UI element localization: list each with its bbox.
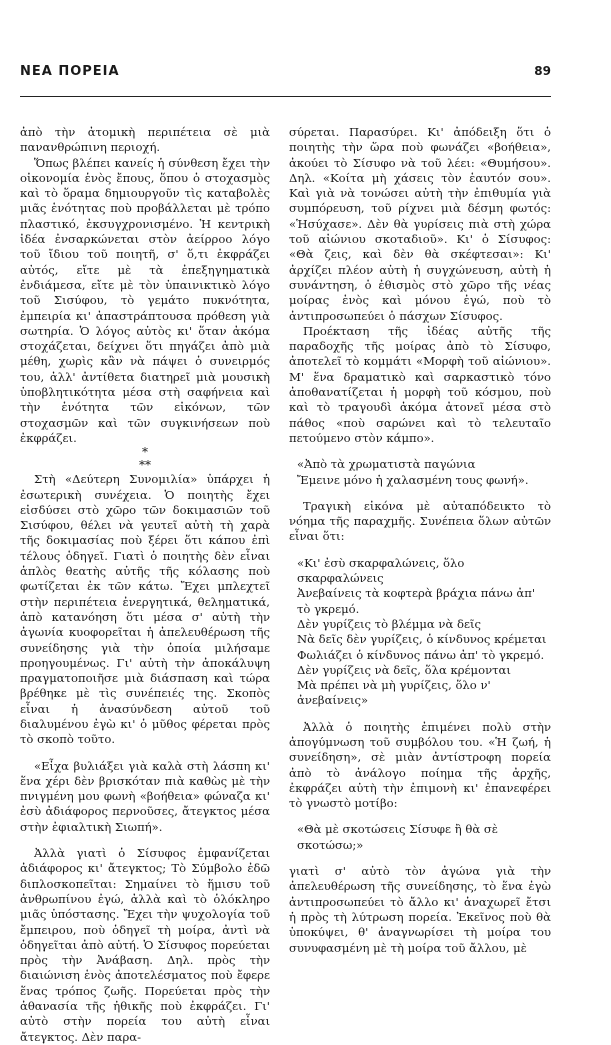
paragraph-gap xyxy=(289,488,551,499)
paragraph: Ὅπως βλέπει κανείς ἡ σύνθεση ἔχει τὴν οἰκονομία ἑνὸς ἔπους, ὅπου ὁ στοχασμὸς καὶ τὸ ὅραμα δημιουργοῦν τὶς καταβολὲς μιᾶς ἑνότητας ποὺ προβάλλεται μὲ τρόπο πλαστικό, ἐκσυγχρονισμένο. Ἡ κεντρικὴ ἰδέα ἐνσαρκώνεται στὸν ἀείρροο λόγο τοῦ ἴδιου τοῦ ποιητῆ, σ' ὅ,τι ἐκφράζει αὐτός, εἴτε μὲ τὰ ἐπεξηγηματικὰ ἐνδιάμεσα, εἴτε μὲ τὸν ὑπαινικτικὸ λόγο τοῦ Σισύφου, τὸ γεμάτο πυκνότητα, ἐμπειρία κι' ἀπαστράπτουσα πρόθεση γιὰ σωτηρία. Ὁ λόγος αὐτὸς κι' ὅταν ἀκόμα στοχάζεται, δείχνει ὅτι πηγάζει ἀπὸ μιὰ μέθη, χωρὶς κἂν νὰ πάψει ὁ συνειρμός του, ἀλλ' ἀντίθετα διατηρεῖ μιὰ μουσικὴ ὑποβλητικότητα μέσα στὴ σαφήνεια καὶ τὴν ἑνότητα τῶν εἰκόνων, τῶν στοχασμῶν καὶ τῶν συγκινήσεων ποὺ ἐκφράζει. xyxy=(20,155,270,445)
paragraph-gap xyxy=(289,446,551,457)
paragraph-gap xyxy=(20,748,270,759)
header-rule xyxy=(20,96,551,97)
left-column xyxy=(20,125,270,1045)
verse-quote xyxy=(289,556,551,709)
journal-title: ΝΕΑ ΠΟΡΕΙΑ xyxy=(20,64,120,79)
paragraph: Τραγικὴ εἰκόνα μὲ αὐταπόδεικτο τὸ νόημα τῆς παραχμῆς. Συνέπεια ὅλων αὐτῶν εἶναι ὅτι: xyxy=(289,498,551,544)
verse-line: «Κι' ἐσὺ σκαρφαλώνεις, ὅλο σκαρφαλώνεις xyxy=(297,555,465,586)
verse-line: «Ἀπὸ τὰ χρωματιστὰ παγώνια xyxy=(297,457,476,472)
verse-line: «Θὰ μὲ σκοτώσεις Σίσυφε ἢ θὰ σὲ σκοτώσω;» xyxy=(297,822,498,852)
paragraph: Στὴ «Δεύτερη Συνομιλία» ὑπάρχει ἡ ἐσωτερικὴ συνέχεια. Ὁ ποιητὴς ἔχει εἰσδύσει στὸ χῶρο τῶν δοκιμασιῶν τοῦ Σισύφου, θέλει νὰ γευτεῖ αὐτὴ τὴ χαρὰ τῆς δοκιμασίας ποὺ ξέρει ὅτι κάπου ἐπὶ τέλους ὁδηγεῖ. Γιατὶ ὁ ποιητὴς δὲν εἶναι ἁπλὸς θεατὴς αὐτῆς τῆς κόλασης ποὺ φωτίζεται ἐκ τῶν κάτω. Ἔχει μπλεχτεῖ στὴν περιπέτεια ἐνεργητικά, θεληματικά, ἀπὸ κατανόηση ὅτι μέσα σ' αὐτὴ τὴν ἀγωνία κυοφορεῖται ἡ ἀπελευθέρωση τῆς συνείδησης γιὰ τὴν ὁποία μιλήσαμε προηγουμένως. Γι' αὐτὴ τὴν ἀποκάλυψη πραγματοποιῆσε μιὰ διάσπαση καὶ τώρα βρέθηκε μὲ τὶς συνέπειές της. Σκοπὸς εἶναι ἡ ἀνασύνδεση αὐτοῦ τοῦ διαλυμένου ἐγὼ κι' ὁ μῦθος φέρεται πρὸς τὸ σκοπὸ τοῦτο. xyxy=(20,472,270,747)
verse-line: Ἀνεβαίνεις τὰ κοφτερὰ βράχια πάνω ἀπ' τὸ γκρεμό. xyxy=(297,586,536,616)
right-column xyxy=(289,125,551,956)
paragraph-gap xyxy=(289,811,551,822)
page-number: 89 xyxy=(534,64,551,78)
verse-line: Φωλιάζει ὁ κίνδυνος πάνω ἀπ' τὸ γκρεμό. xyxy=(297,647,545,662)
paragraph-gap xyxy=(289,709,551,720)
verse-line: Νὰ δεῖς δὲν γυρίζεις, ὁ κίνδυνος κρέμεται xyxy=(297,632,547,647)
verse-line: Ἔμεινε μόνο ἡ χαλασμένη τους φωνή». xyxy=(297,472,529,487)
section-asterism: * ** xyxy=(139,445,151,473)
paragraph: γιατὶ σ' αὐτὸ τὸν ἀγώνα γιὰ τὴν ἀπελευθέρωση τῆς συνείδησης, τὸ ἕνα ἐγὼ ἀντιπροσωπεύει τὸ ἄλλο κι' ἀναχωρεῖ ἔτσι ἡ πρὸς τὴ λύτρωση πορεία. Ἐκεῖνος ποὺ θὰ ὑποκύψει, θ' ἀναγνωρίσει τὴ μοίρα του συνυφασμένη μὲ τὴ μοίρα τοῦ ἄλλου, μὲ xyxy=(289,864,551,955)
paragraph-gap xyxy=(289,545,551,556)
paragraph: σύρεται. Παρασύρει. Κι' ἀπόδειξη ὅτι ὁ ποιητὴς τὴν ὥρα ποὺ φωνάζει «βοήθεια», ἀκούει τὸ Σίσυφο νὰ τοῦ λέει: «Θυμήσου». Δηλ. «Κοίτα μὴ χάσεις τὸν ἑαυτόν σου». Καὶ γιὰ νὰ τονώσει αὐτὴ τὴν ἐπιθυμία γιὰ συμπόρευση, τοῦ ρίχνει μιὰ δέσμη φωτός: «Ἡσύχασε». Δὲν θὰ γυρίσεις πιὰ στὴ χώρα τοῦ αἰώνιου σκοταδιοῦ». Κι' ὁ Σίσυφος: «Θὰ ζεις, καὶ δὲν θὰ σκέφτεσαι»: Κι' ἀρχίζει πλέον αὐτὴ ἡ συγχώνευση, αὐτὴ ἡ συνάντηση, ὁ ἐθισμὸς στὸ χῶρο τῆς νέας μοίρας ἑνὸς καὶ μόνου ἐγώ, ποὺ τὸ ἀντιπροσωπεύει ὁ πάσχων Σίσυφος. xyxy=(289,125,551,323)
paragraph: Ἀλλὰ ὁ ποιητὴς ἐπιμένει πολὺ στὴν ἀπογύμνωση τοῦ συμβόλου του. «Ἡ ζωή, ἡ συνείδηση», σὲ μιὰν ἀντίστροφη πορεία ἀπὸ τὸ ἀνάλογο ποίημα τῆς ἀρχῆς, ἐκφράζει αὐτὴ τὴν ἐπιμονὴ κι' ἐπανεφέρει τὸ γνωστὸ μοτίβο: xyxy=(289,719,551,811)
verse-quote xyxy=(289,457,551,488)
verse-line: Μὰ πρέπει νὰ μὴ γυρίζεις, ὅλο ν' ἀνεβαίνεις» xyxy=(297,678,491,708)
paragraph: «Εἶχα βυλιάξει γιὰ καλὰ στὴ λάσπη κι' ἕνα χέρι δὲν βρισκόταν πιὰ καθὼς μὲ τὴν πνιγμένη μου φωνὴ «βοήθεια» φώναζα κι' ἐσὺ ἀδιάφορος περνοῦσες, ἄτεγκτος μέσα στὴν ἐφιαλτικὴ Σιωπή». xyxy=(20,758,270,834)
paragraph-gap xyxy=(289,853,551,864)
paragraph: Προέκταση τῆς ἰδέας αὐτῆς τῆς παραδοχῆς τῆς μοίρας ἀπὸ τὸ Σίσυφο, ἀποτελεῖ τὸ κομμάτι «Μορφὴ τοῦ αἰώνιου». Μ' ἕνα δραματικὸ καὶ σαρκαστικὸ τόνο ἀποθανατίζεται ἡ μορφὴ τοῦ κόσμου, ποὺ καὶ τὸ τραγουδὶ ἀκόμα ἀτονεῖ μέσα στὸ πάθος «ποὺ σαρώνει καὶ τὸ τελευταῖο πετούμενο στὸν κάμπο». xyxy=(289,323,551,445)
running-head xyxy=(20,64,551,79)
verse-quote xyxy=(289,822,551,853)
verse-line: Δὲν γυρίζεις νὰ δεῖς, ὅλα κρέμονται xyxy=(297,662,511,677)
paragraph-gap xyxy=(20,835,270,846)
verse-line: Δὲν γυρίζεις τὸ βλέμμα νὰ δεῖς xyxy=(297,616,481,631)
paragraph: Ἀλλὰ γιατὶ ὁ Σίσυφος ἐμφανίζεται ἀδιάφορος κι' ἄτεγκτος; Τὸ Σύμβολο ἐδῶ διπλοσκοπεῖται: Σημαίνει τὸ ἥμισυ τοῦ ἀνθρωπίνου ἐγώ, ἀλλὰ καὶ τὸ ὁλόκληρο μιᾶς ὑπόστασης. Ἔχει τὴν ψυχολογία τοῦ ἔμπειρου, ποὺ ὁδηγεῖ τὴ μοίρα, ἀντὶ νὰ ὁδηγεῖται ἀπὸ αὐτή. Ὁ Σίσυφος πορεύεται πρὸς τὴν Ἀνάβαση. Δηλ. πρὸς τὴν διαιώνιση ἑνὸς ἀποτελέσματος ποὺ ἔφερε ἕνας τρόπος ζωῆς. Πορεύεται πρὸς τὴν ἀθανασία τῆς ἠθικῆς ποὺ ἐκφράζει. Γι' αὐτὸ στὴν πορεία του αὐτὴ εἶναι ἄτεγκτος. Δὲν παρα- xyxy=(20,846,270,1044)
paragraph: ἀπὸ τὴν ἀτομικὴ περιπέτεια σὲ μιὰ πανανθρώπινη περιοχή. xyxy=(20,125,270,155)
